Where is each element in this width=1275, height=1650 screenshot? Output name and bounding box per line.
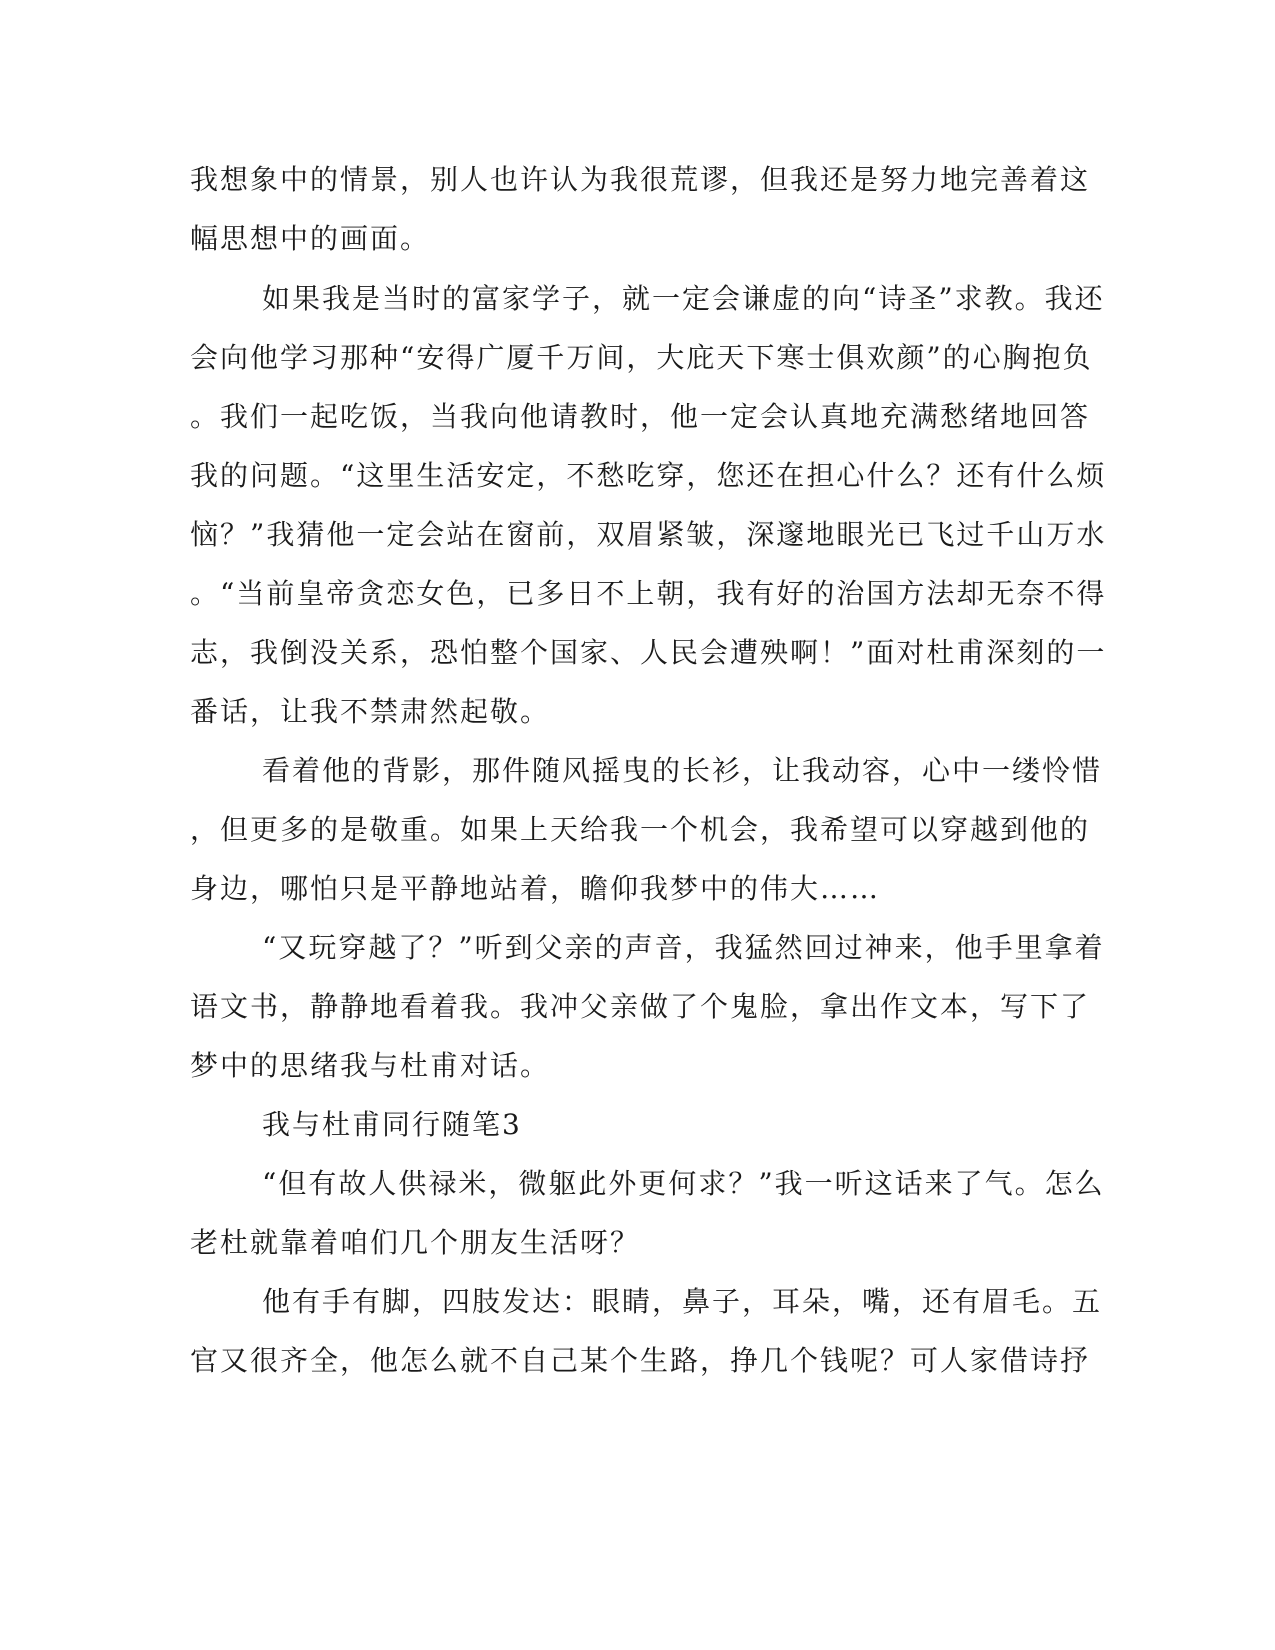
paragraph-first-line: 他有手有脚，四肢发达：眼睛，鼻子，耳朵，嘴，还有眉毛。五 [262, 1285, 1103, 1318]
text-line: 会向他学习那种“安得广厦千万间，大庇天下寒士俱欢颜”的心胸抱负 [190, 341, 1093, 374]
paragraph-first-line: 如果我是当时的富家学子，就一定会谦虚的向“诗圣”求教。我还 [262, 282, 1105, 315]
text-line: 梦中的思绪我与杜甫对话。 [190, 1049, 551, 1082]
paragraph-first-line: 看着他的背影，那件随风摇曳的长衫，让我动容，心中一缕怜惜 [262, 754, 1103, 787]
text-line: 。我们一起吃饭，当我向他请教时，他一定会认真地充满愁绪地回答 [190, 400, 1091, 433]
text-line: 官又很齐全，他怎么就不自己某个生路，挣几个钱呢？可人家借诗抒 [190, 1344, 1091, 1377]
text-line: 幅思想中的画面。 [190, 222, 431, 255]
text-line: 。“当前皇帝贪恋女色，已多日不上朝，我有好的治国方法却无奈不得 [190, 577, 1107, 610]
text-line: 身边，哪怕只是平静地站着，瞻仰我梦中的伟大…… [190, 872, 881, 905]
text-line: 老杜就靠着咱们几个朋友生活呀？ [190, 1226, 641, 1259]
text-line: 语文书，静静地看着我。我冲父亲做了个鬼脸，拿出作文本，写下了 [190, 990, 1091, 1023]
paragraph-first-line: “又玩穿越了？”听到父亲的声音，我猛然回过神来，他手里拿着 [262, 931, 1105, 964]
section-heading: 我与杜甫同行随笔3 [262, 1108, 522, 1141]
text-line: 我的问题。“这里生活安定，不愁吃穿，您还在担心什么？还有什么烦 [190, 459, 1107, 492]
text-line: ，但更多的是敬重。如果上天给我一个机会，我希望可以穿越到他的 [190, 813, 1091, 846]
text-line: 恼？”我猜他一定会站在窗前，双眉紧皱，深邃地眼光已飞过千山万水 [190, 518, 1107, 551]
text-line: 志，我倒没关系，恐怕整个国家、人民会遭殃啊！”面对杜甫深刻的一 [190, 636, 1107, 669]
text-line: 我想象中的情景，别人也许认为我很荒谬，但我还是努力地完善着这 [190, 163, 1091, 196]
text-line: 番话，让我不禁肃然起敬。 [190, 695, 551, 728]
paragraph-first-line: “但有故人供禄米，微躯此外更何求？”我一听这话来了气。怎么 [262, 1167, 1105, 1200]
